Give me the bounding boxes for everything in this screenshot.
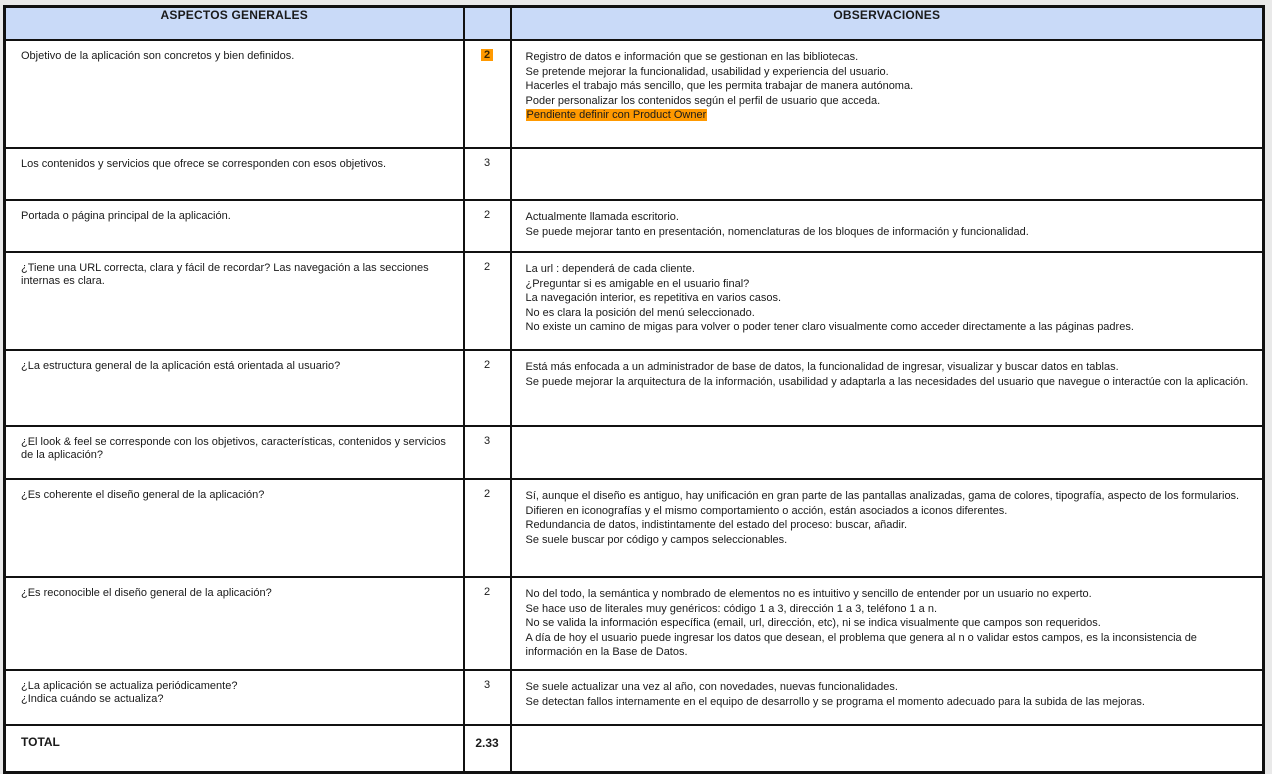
- table-row: [5, 252, 1264, 350]
- observation-line: Se hace uso de literales muy genéricos: código 1 a 3, dirección 1 a 3, teléfono 1 a n.: [525, 602, 938, 615]
- aspect-text: ¿La aplicación se actualiza periódicamente?: [21, 680, 238, 692]
- observations-cell[interactable]: [511, 350, 1264, 426]
- observations-cell[interactable]: [511, 200, 1264, 252]
- aspect-text-line2: ¿Indica cuándo se actualiza?: [21, 693, 164, 705]
- aspect-text: Los contenidos y servicios que ofrece se corresponden con esos objetivos.: [21, 158, 387, 170]
- total-label: TOTAL: [21, 735, 60, 749]
- observations-cell[interactable]: [511, 252, 1264, 350]
- score-cell[interactable]: [464, 577, 511, 670]
- score-value: 2: [483, 359, 491, 371]
- total-label-cell[interactable]: [5, 725, 464, 773]
- aspect-text: ¿Es coherente el diseño general de la aplicación?: [21, 489, 265, 501]
- score-cell[interactable]: [464, 350, 511, 426]
- observation-line: Difieren en iconografías y el mismo comportamiento o acción, están asociados a iconos diferentes.: [525, 504, 1008, 517]
- observation-line: Hacerles el trabajo más sencillo, que les permita trabajar de manera autónoma.: [525, 80, 914, 92]
- observation-line: Se suele buscar por código y campos seleccionables.: [525, 533, 788, 546]
- observation-line: Redundancia de datos, indistintamente del estado del proceso: buscar, añadir.: [525, 519, 908, 531]
- header-observaciones: OBSERVACIONES: [511, 7, 1264, 41]
- observation-line: Sí, aunque el diseño es antiguo, hay unificación en gran parte de las pantallas analizadas, gama de colores, tipografía, aspecto de los formularios.: [525, 490, 1240, 502]
- observation-line: Registro de datos e información que se gestionan en las bibliotecas.: [525, 51, 859, 63]
- score-cell[interactable]: [464, 670, 511, 725]
- table-row: [5, 350, 1264, 426]
- table-row: [5, 670, 1264, 725]
- aspect-text: ¿Es reconocible el diseño general de la aplicación?: [21, 587, 272, 599]
- observation-line: No existe un camino de migas para volver o poder tener claro visualmente como acceder directamente a las páginas padres.: [525, 321, 1134, 333]
- score-value: 2: [483, 586, 491, 598]
- observation-line: Está más enfocada a un administrador de base de datos, la funcionalidad de ingresar, visualizar y buscar datos en tablas.: [525, 361, 1119, 373]
- table-row: [5, 40, 1264, 148]
- score-value: 3: [483, 435, 491, 447]
- score-cell[interactable]: [464, 479, 511, 577]
- score-cell[interactable]: [464, 148, 511, 200]
- total-value: 2.33: [475, 736, 499, 750]
- aspect-text: Portada o página principal de la aplicación.: [21, 210, 231, 222]
- observations-cell[interactable]: [511, 426, 1264, 479]
- observations-cell[interactable]: [511, 148, 1264, 200]
- total-value-cell[interactable]: [464, 725, 511, 773]
- aspect-text: Objetivo de la aplicación son concretos y bien definidos.: [21, 50, 295, 62]
- score-value: 2: [483, 488, 491, 500]
- observation-line: La url : dependerá de cada cliente.: [525, 263, 695, 275]
- observation-line: Se puede mejorar tanto en presentación, nomenclaturas de los bloques de información y funcionalidad.: [525, 225, 1029, 238]
- observation-line: La navegación interior, es repetitiva en varios casos.: [525, 292, 782, 304]
- observation-line: Se puede mejorar la arquitectura de la información, usabilidad y adaptarla a las necesidades del usuario que navegue o interactúe con la aplicación.: [525, 375, 1249, 388]
- observations-cell[interactable]: [511, 479, 1264, 577]
- aspect-text: ¿Tiene una URL correcta, clara y fácil de recordar? Las navegación a las secciones internas es clara.: [21, 262, 429, 287]
- observation-line: No del todo, la semántica y nombrado de elementos no es intuitivo y sencillo de entender por un usuario no experto.: [525, 588, 1092, 600]
- aspect-cell[interactable]: [5, 40, 464, 148]
- observations-cell[interactable]: [511, 670, 1264, 725]
- aspect-cell[interactable]: [5, 200, 464, 252]
- observation-line: Poder personalizar los contenidos según el perfil de usuario que acceda.: [525, 94, 881, 107]
- table-row: [5, 200, 1264, 252]
- score-value-highlighted: 2: [481, 49, 493, 61]
- observation-line: Se detectan fallos internamente en el equipo de desarrollo y se programa el momento adecuado para la subida de las mejoras.: [525, 695, 1145, 708]
- observations-cell[interactable]: [511, 40, 1264, 148]
- aspect-text: ¿El look & feel se corresponde con los objetivos, características, contenidos y servicios de la aplicación?: [21, 436, 446, 461]
- observation-line: Actualmente llamada escritorio.: [525, 211, 679, 223]
- header-aspectos-generales: ASPECTOS GENERALES: [5, 7, 464, 41]
- score-cell[interactable]: [464, 426, 511, 479]
- table-row: [5, 426, 1264, 479]
- table-row: [5, 479, 1264, 577]
- aspect-cell[interactable]: [5, 670, 464, 725]
- score-value: 2: [483, 261, 491, 273]
- observation-line: No es clara la posición del menú seleccionado.: [525, 306, 755, 319]
- aspect-cell[interactable]: [5, 252, 464, 350]
- observation-line-highlighted: Pendiente definir con Product Owner: [526, 109, 707, 121]
- total-observations-cell[interactable]: [511, 725, 1264, 773]
- observations-cell[interactable]: [511, 577, 1264, 670]
- table-row: [5, 577, 1264, 670]
- observation-line: Se suele actualizar una vez al año, con novedades, nuevas funcionalidades.: [525, 681, 898, 693]
- total-row: [5, 725, 1264, 773]
- aspect-cell[interactable]: [5, 577, 464, 670]
- score-value: 3: [483, 679, 491, 691]
- score-cell[interactable]: [464, 252, 511, 350]
- aspect-cell[interactable]: [5, 479, 464, 577]
- header-score-column: [464, 7, 511, 41]
- table-header: [5, 7, 1264, 41]
- observation-line: ¿Preguntar si es amigable en el usuario final?: [525, 277, 750, 290]
- score-cell[interactable]: [464, 40, 511, 148]
- score-cell[interactable]: [464, 200, 511, 252]
- aspect-cell[interactable]: [5, 426, 464, 479]
- table-row: [5, 148, 1264, 200]
- aspect-text: ¿La estructura general de la aplicación está orientada al usuario?: [21, 360, 341, 372]
- observation-line: Se pretende mejorar la funcionalidad, usabilidad y experiencia del usuario.: [525, 65, 889, 78]
- aspect-cell[interactable]: [5, 350, 464, 426]
- observation-line: A día de hoy el usuario puede ingresar los datos que desean, el problema que genera al n o validar estos campos, es la inconsistencia de información en la Base de Datos.: [525, 631, 1197, 658]
- evaluation-table: [3, 5, 1265, 774]
- observation-line: No se valida la información específica (email, url, dirección, etc), ni se indica visualmente que campos son requeridos.: [525, 617, 1101, 629]
- score-value: 3: [483, 157, 491, 169]
- score-value: 2: [483, 209, 491, 221]
- aspect-cell[interactable]: [5, 148, 464, 200]
